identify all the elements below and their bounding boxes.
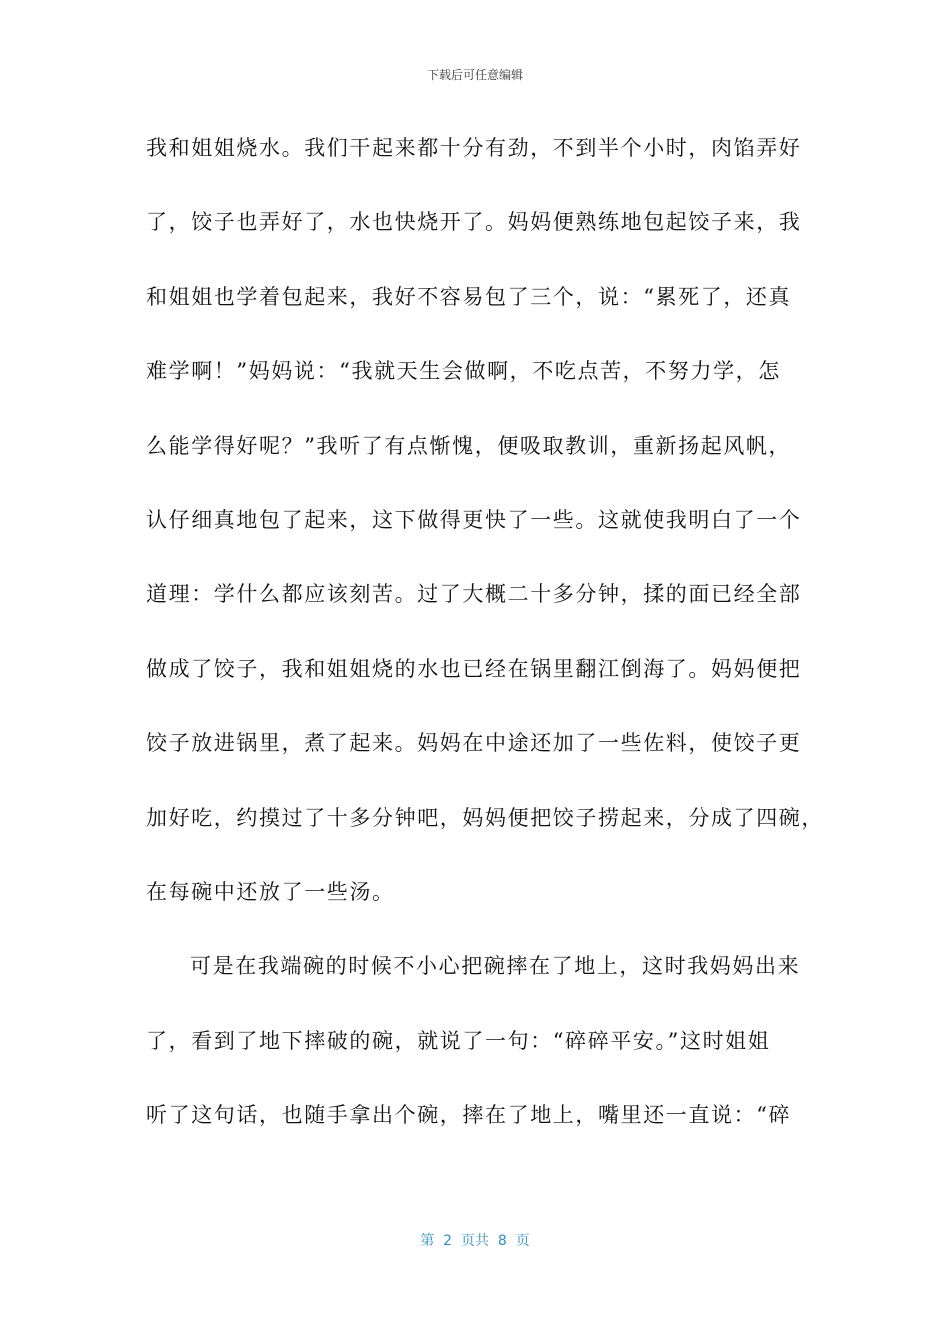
page-header: 下载后可任意编辑: [426, 68, 523, 82]
text-line: 在每碗中还放了一些汤。: [146, 879, 395, 904]
paragraph-start-line: 可是在我端碗的时候不小心把碗摔在了地上，这时我妈妈出来: [190, 954, 801, 979]
document-body: [146, 128, 824, 1169]
text-line: 和姐姐也学着包起来，我好不容易包了三个，说：“累死了，还真: [146, 284, 792, 309]
text-line: 加好吃，约摸过了十多分钟吧，妈妈便把饺子捞起来，分成了四碗，: [146, 805, 824, 830]
text-line: 难学啊！”妈妈说：“我就天生会做啊，不吃点苦，不努力学，怎: [146, 359, 781, 384]
page-number-footer: 第 2 页共 8 页: [420, 1233, 530, 1249]
text-line: 饺子放进锅里，煮了起来。妈妈在中途还加了一些佐料，使饺子更: [146, 731, 802, 756]
text-line: 了，看到了地下摔破的碗，就说了一句：“碎碎平安。”这时姐姐: [146, 1028, 771, 1053]
text-line: 么能学得好呢？”我听了有点惭愧，便吸取教训，重新扬起风帆，: [146, 433, 792, 458]
text-line: 做成了饺子，我和姐姐烧的水也已经在锅里翻江倒海了。妈妈便把: [146, 656, 802, 681]
text-line: 了，饺子也弄好了，水也快烧开了。妈妈便熟练地包起饺子来，我: [146, 210, 802, 235]
text-line: 我和姐姐烧水。我们干起来都十分有劲，不到半个小时，肉馅弄好: [146, 136, 802, 160]
text-line: 听了这句话，也随手拿出个碗，摔在了地上，嘴里还一直说：“碎: [146, 1103, 792, 1128]
text-line: 道理：学什么都应该刻苦。过了大概二十多分钟，揉的面已经全部: [146, 582, 802, 607]
text-line: 认仔细真地包了起来，这下做得更快了一些。这就使我明白了一个: [146, 507, 802, 532]
